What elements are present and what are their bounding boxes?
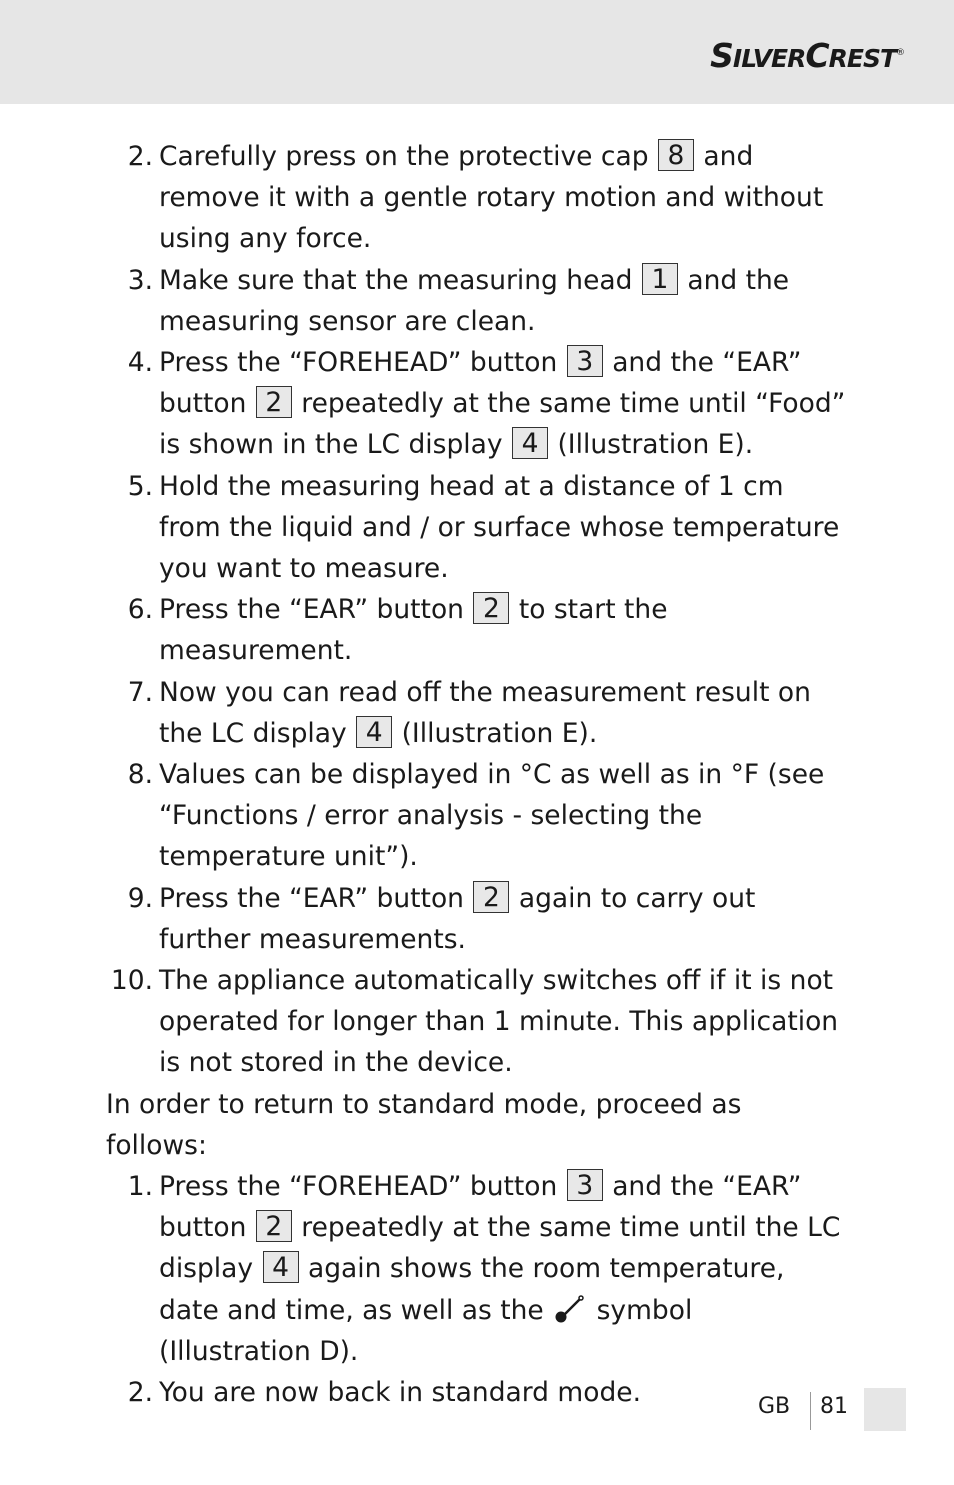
instruction-text	[106, 136, 846, 1413]
footer-tab-marker	[864, 1388, 906, 1431]
part-reference: 2	[256, 1210, 292, 1242]
page-number: 81	[820, 1394, 848, 1419]
step-item: 7. Now you can read off the measurement result on the LC display 4 (Illustration E).	[127, 676, 811, 749]
brand-logo: SILVERCREST®	[710, 36, 904, 75]
part-reference: 2	[473, 881, 509, 913]
step-item: 5. Hold the measuring head at a distance of 1 cm from the liquid and / or surface whose temperature you want to measure.	[127, 470, 840, 585]
section-intro: In order to return to standard mode, proceed as follows:	[106, 1088, 742, 1161]
step-item: 1. Press the “FOREHEAD” button 3 and the “EAR” button 2 repeatedly at the same time until the LC display 4 again shows the room temperature, date and time, as well as the symbol (Illustration D).	[127, 1170, 841, 1367]
step-item: 3. Make sure that the measuring head 1 and the measuring sensor are clean.	[127, 263, 790, 337]
step-item: 4. Press the “FOREHEAD” button 3 and the “EAR” button 2 repeatedly at the same time until “Food” is shown in the LC display 4 (Illustration E).	[127, 346, 846, 461]
step-item: 8. Values can be displayed in °C as well as in °F (see “Functions / error analysis - selecting the temperature unit”).	[127, 759, 825, 873]
step-item: 6. Press the “EAR” button 2 to start the measurement.	[127, 593, 668, 667]
language-code: GB	[758, 1394, 791, 1419]
part-reference: 3	[567, 345, 603, 377]
thermometer-symbol-icon	[554, 1294, 586, 1324]
step-item: 9. Press the “EAR” button 2 again to carry out further measurements.	[127, 881, 756, 955]
step-item: 10. The appliance automatically switches off if it is not operated for longer than 1 minute. This application is not stored in the device.	[110, 965, 839, 1079]
part-reference: 4	[512, 427, 548, 459]
footer-divider	[810, 1392, 811, 1430]
step-item: 2. Carefully press on the protective cap 8 and remove it with a gentle rotary motion and without using any force.	[127, 140, 824, 255]
part-reference: 4	[263, 1251, 299, 1283]
part-reference: 2	[256, 386, 292, 418]
page-header	[0, 0, 954, 104]
part-reference: 4	[356, 716, 392, 748]
part-reference: 3	[567, 1169, 603, 1201]
part-reference: 1	[642, 263, 678, 295]
step-item: 2. You are now back in standard mode.	[127, 1377, 642, 1409]
part-reference: 8	[658, 139, 694, 171]
part-reference: 2	[473, 592, 509, 624]
